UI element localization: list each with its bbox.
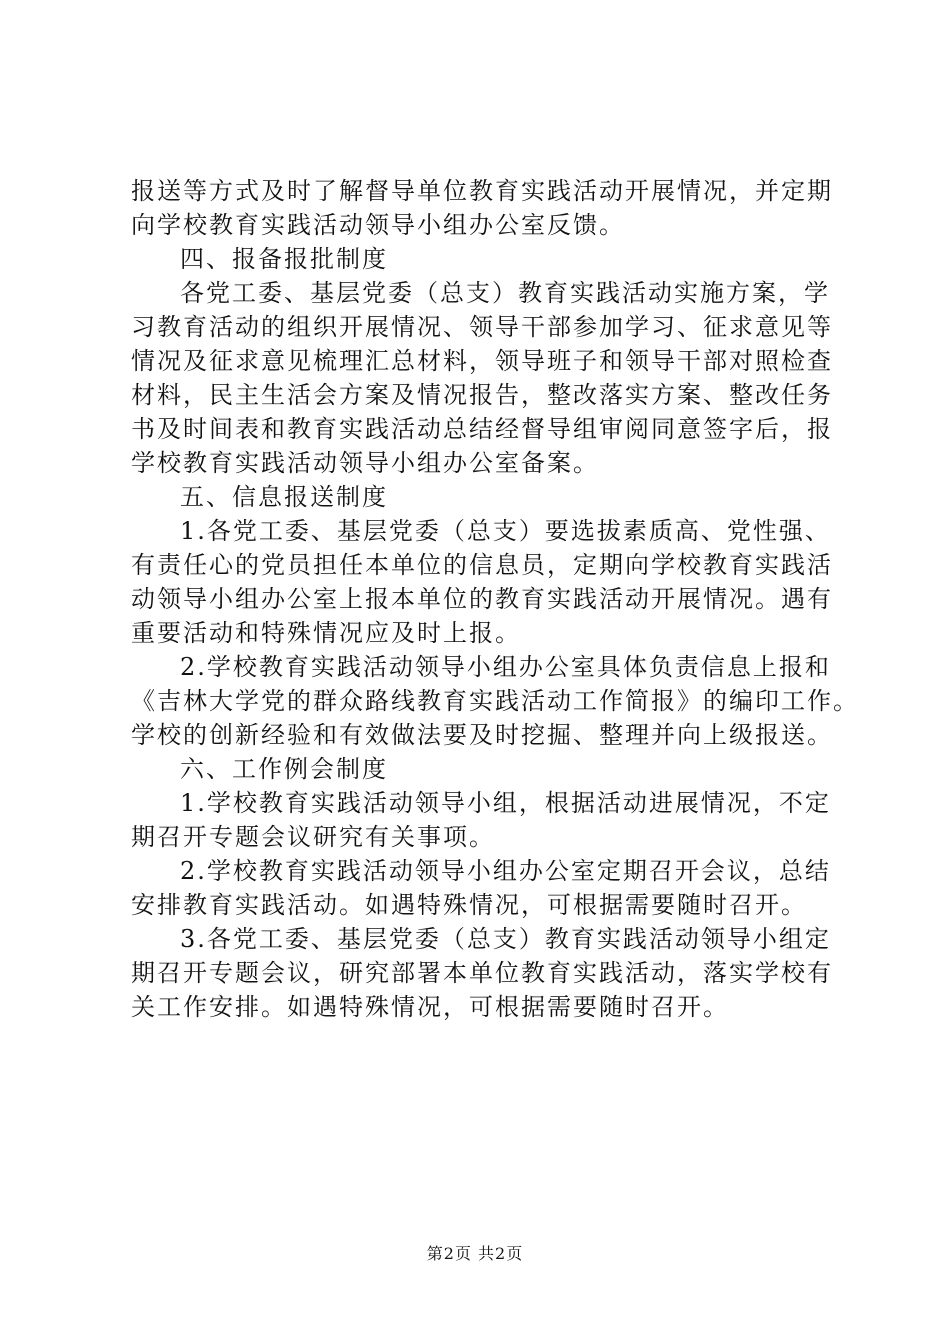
- text-line: 关工作安排。如遇特殊情况，可根据需要随时召开。: [131, 993, 729, 1021]
- text-line: 动领导小组办公室上报本单位的教育实践活动开展情况。遇有: [131, 585, 833, 613]
- text-line: 报送等方式及时了解督导单位教育实践活动开展情况，并定期: [131, 177, 833, 205]
- text-line: 安排教育实践活动。如遇特殊情况，可根据需要随时召开。: [131, 891, 807, 919]
- text-line: 材料，民主生活会方案及情况报告，整改落实方案、整改任务: [131, 381, 833, 409]
- text-line: 3.各党工委、基层党委（总支）教育实践活动领导小组定: [180, 925, 831, 953]
- text-line: 重要活动和特殊情况应及时上报。: [131, 619, 521, 647]
- text-line: 1.学校教育实践活动领导小组，根据活动进展情况，不定: [180, 789, 831, 817]
- section-heading: 六、工作例会制度: [180, 755, 388, 783]
- text-line: 各党工委、基层党委（总支）教育实践活动实施方案，学: [180, 279, 830, 307]
- text-line: 期召开专题会议，研究部署本单位教育实践活动，落实学校有: [131, 959, 833, 987]
- page-number-footer: 第2页 共2页: [426, 1244, 524, 1263]
- section-heading: 五、信息报送制度: [180, 483, 388, 511]
- text-line: 2.学校教育实践活动领导小组办公室定期召开会议，总结: [180, 857, 831, 885]
- text-line: 《吉林大学党的群众路线教育实践活动工作简报》的编印工作。: [131, 687, 859, 715]
- document-body: [131, 174, 859, 1024]
- text-line: 学校的创新经验和有效做法要及时挖掘、整理并向上级报送。: [131, 721, 833, 749]
- text-line: 向学校教育实践活动领导小组办公室反馈。: [131, 211, 625, 239]
- text-line: 期召开专题会议研究有关事项。: [131, 823, 495, 851]
- text-line: 情况及征求意见梳理汇总材料，领导班子和领导干部对照检查: [131, 347, 833, 375]
- text-line: 习教育活动的组织开展情况、领导干部参加学习、征求意见等: [131, 313, 833, 341]
- text-line: 2.学校教育实践活动领导小组办公室具体负责信息上报和: [180, 653, 831, 681]
- text-line: 有责任心的党员担任本单位的信息员，定期向学校教育实践活: [131, 551, 833, 579]
- text-line: 书及时间表和教育实践活动总结经督导组审阅同意签字后，报: [131, 415, 833, 443]
- section-heading: 四、报备报批制度: [180, 245, 388, 273]
- text-line: 1.各党工委、基层党委（总支）要选拔素质高、党性强、: [180, 517, 831, 545]
- text-line: 学校教育实践活动领导小组办公室备案。: [131, 449, 599, 477]
